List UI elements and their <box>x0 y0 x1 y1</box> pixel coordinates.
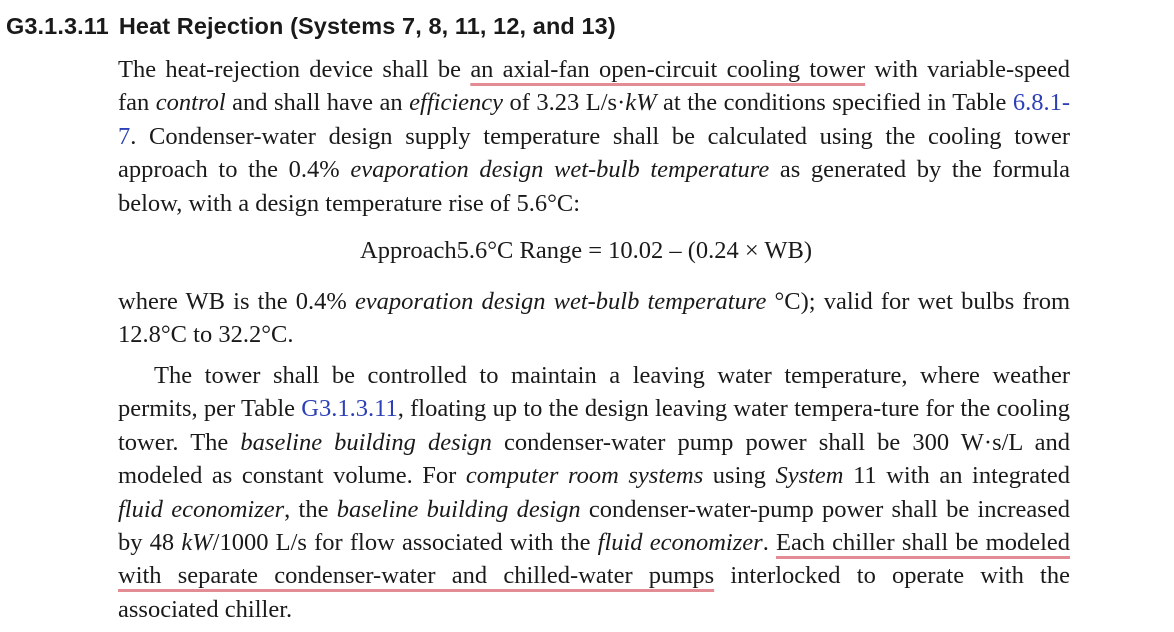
text: and shall have an <box>225 89 410 117</box>
defined-term-computer-room-systems: computer room systems <box>465 462 704 490</box>
text: 11 with an integrated <box>843 462 1070 490</box>
text: using <box>703 462 776 490</box>
unit-kw: kW <box>625 89 657 117</box>
text: . <box>762 529 776 557</box>
section-number: G3.1.3.11 <box>6 13 109 39</box>
defined-term-evaporation-design: evaporation design wet-bulb temperature <box>350 156 770 184</box>
unit-kw: kW <box>181 529 213 557</box>
text: /1000 L/s for flow associated with the <box>212 529 598 557</box>
highlighted-text: an axial-fan open-circuit cooling tower <box>470 56 866 83</box>
section-title: Heat Rejection (Systems 7, 8, 11, 12, and 13) <box>118 13 616 39</box>
defined-term-efficiency: efficiency <box>409 89 504 117</box>
defined-term-fluid-economizer: fluid economizer <box>597 529 763 557</box>
text: with variable-speed fan <box>118 56 1070 117</box>
section-heading <box>6 10 616 42</box>
text: . Condenser-water design supply temperature shall be calculated using the cooling tower approach to the 0.4% <box>118 122 1070 184</box>
text: condenser-water-pump power shall be increased by 48 <box>118 495 1070 557</box>
text: , the <box>284 495 337 523</box>
table-link[interactable]: 6.8.1-7 <box>118 89 1070 150</box>
defined-term-control: control <box>155 89 226 117</box>
paragraph-formula-definition <box>118 285 1070 352</box>
defined-term-fluid-economizer: fluid economizer <box>118 495 285 523</box>
paragraph-tower-control <box>118 359 1070 626</box>
highlighted-text: Each chiller shall be modeled with separate condenser-water and chilled-water pumps <box>118 529 1071 590</box>
approach-formula: Approach5.6°C Range = 10.02 – (0.24 × WB) <box>360 237 813 264</box>
text: condenser-water pump power shall be 300 W·s/L and modeled as constant volume. For <box>118 428 1070 490</box>
text: of 3.23 L/s· <box>503 89 626 117</box>
defined-term-baseline-building-design: baseline building design <box>336 495 581 523</box>
text: interlocked to operate with the associated chiller. <box>118 562 1070 623</box>
defined-term-baseline-building-design: baseline building design <box>240 428 492 456</box>
text: , floating up to the design leaving water tempera-ture for the cooling tower. The <box>118 395 1070 456</box>
paragraph-heat-rejection-device <box>118 53 1070 220</box>
text: °C); valid for wet bulbs from 12.8°C to 32.2°C. <box>118 288 1070 349</box>
text: as generated by the formula below, with a design temperature rise of 5.6°C: <box>118 156 1071 217</box>
defined-term-system: System <box>775 462 844 490</box>
table-link[interactable]: G3.1.3.11 <box>301 395 398 423</box>
text: The heat-rejection device shall be <box>118 56 471 83</box>
defined-term-evaporation-design: evaporation design wet-bulb temperature <box>354 288 767 315</box>
text: where WB is the 0.4% <box>118 288 355 315</box>
text: at the conditions specified in Table <box>656 89 1013 117</box>
text: The tower shall be controlled to maintain a leaving water temperature, where weather permits, per Table <box>118 362 1070 423</box>
